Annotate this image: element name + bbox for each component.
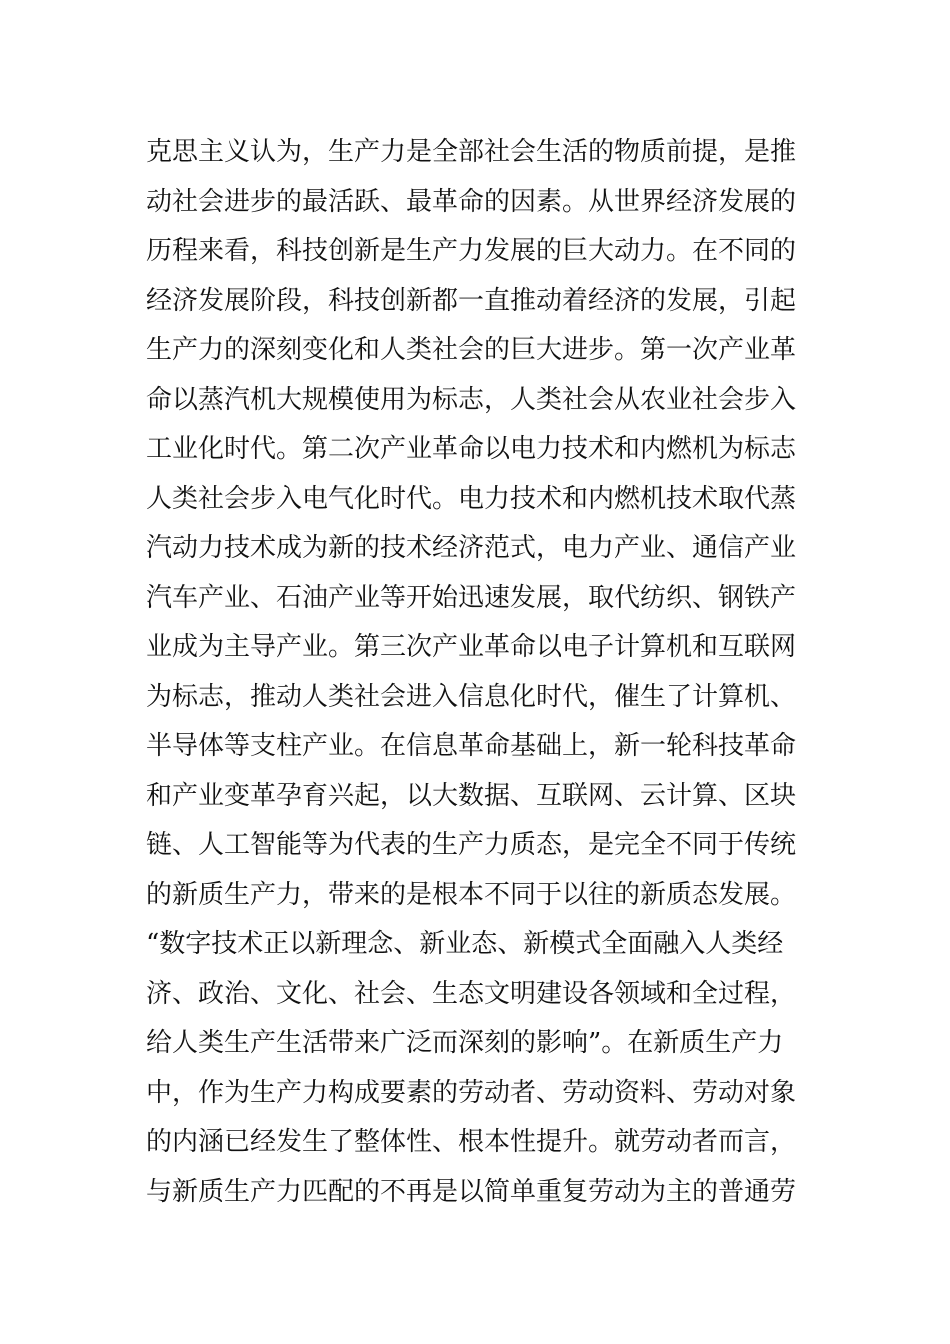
text-line: 济、政治、文化、社会、生态文明建设各领域和全过程，: [146, 978, 797, 1009]
text-line: 半导体等支柱产业。在信息革命基础上，新一轮科技革命: [146, 731, 797, 761]
text-line: 命以蒸汽机大规模使用为标志，人类社会从农业社会步入: [146, 384, 797, 415]
text-line: 历程来看，科技创新是生产力发展的巨大动力。在不同的: [146, 236, 797, 266]
text-line: 和产业变革孕育兴起，以大数据、互联网、云计算、区块: [146, 780, 797, 811]
text-line: 生产力的深刻变化和人类社会的巨大进步。第一次产业革: [146, 335, 797, 365]
body-text: [146, 128, 816, 1217]
text-line: 工业化时代。第二次产业革命以电力技术和内燃机为标志: [146, 434, 797, 464]
text-line: 与新质生产力匹配的不再是以简单重复劳动为主的普通劳: [146, 1176, 797, 1207]
text-line: 经济发展阶段，科技创新都一直推动着经济的发展，引起: [146, 285, 797, 316]
text-line: “数字技术正以新理念、新业态、新模式全面融入人类经: [146, 929, 784, 959]
text-line: 的新质生产力，带来的是根本不同于以往的新质态发展。: [146, 879, 797, 910]
text-line: 人类社会步入电气化时代。电力技术和内燃机技术取代蒸: [146, 483, 797, 514]
text-line: 链、人工智能等为代表的生产力质态，是完全不同于传统: [146, 830, 797, 860]
text-line: 业成为主导产业。第三次产业革命以电子计算机和互联网: [146, 632, 797, 662]
text-line: 克思主义认为，生产力是全部社会生活的物质前提，是推: [146, 137, 797, 167]
text-line: 中，作为生产力构成要素的劳动者、劳动资料、劳动对象: [146, 1077, 797, 1108]
text-line: 给人类生产生活带来广泛而深刻的影响”。在新质生产力: [146, 1028, 784, 1058]
text-line: 汽动力技术成为新的技术经济范式，电力产业、通信产业: [146, 533, 797, 563]
text-line: 为标志，推动人类社会进入信息化时代，催生了计算机、: [146, 681, 797, 712]
text-line: 动社会进步的最活跃、最革命的因素。从世界经济发展的: [146, 186, 797, 217]
text-line: 的内涵已经发生了整体性、根本性提升。就劳动者而言，: [146, 1127, 797, 1157]
text-line: 汽车产业、石油产业等开始迅速发展，取代纺织、钢铁产: [146, 582, 797, 613]
